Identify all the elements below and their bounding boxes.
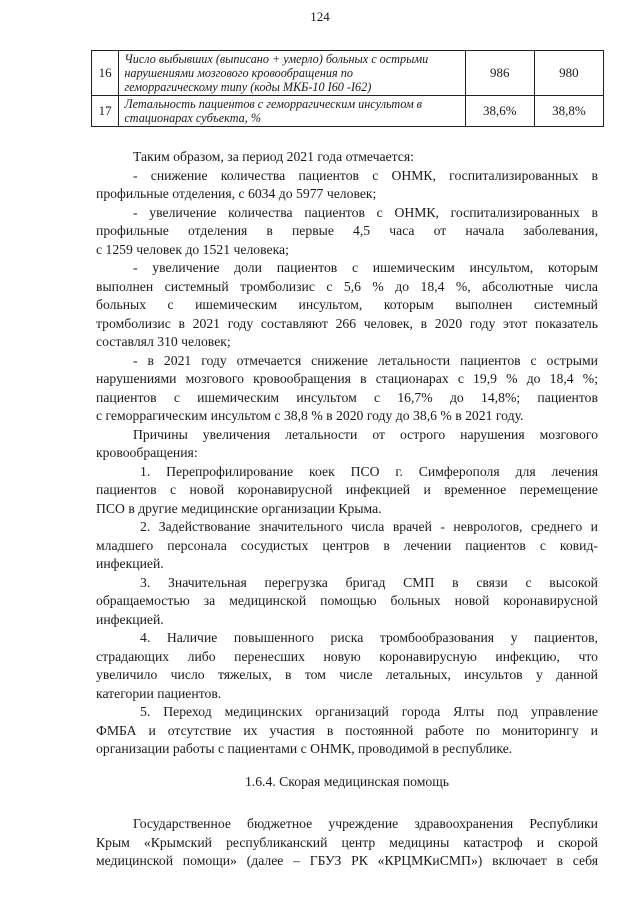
paragraph-line: - снижение количества пациентов с ОНМК, госпитализированных в — [133, 167, 598, 183]
paragraph-line: кровообращения: — [96, 445, 198, 460]
row-value-2021: 980 — [534, 51, 603, 96]
paragraph-line: 4. Наличие повышенного риска тромбообразования у пациентов, — [140, 630, 598, 645]
paragraph-line: Государственное бюджетное учреждение здравоохранения Республики — [133, 816, 598, 831]
paragraph-line: страдающих либо перенесших новую коронавирусную инфекцию, что — [96, 648, 598, 664]
paragraph-line: - увеличение количества пациентов с ОНМК, госпитализированных в — [133, 204, 598, 220]
row-description-line: геморрагическому типу (коды МКБ-10 I60 -I62) — [124, 80, 372, 94]
paragraph-line: инфекцией. — [96, 611, 164, 627]
row-value-2020: 38,6% — [465, 96, 534, 127]
paragraph-line: ПСО в другие медицинские организации Крыма. — [96, 500, 382, 516]
row-description — [119, 96, 465, 127]
paragraph-line: с 1259 человек до 1521 человека; — [96, 241, 289, 257]
paragraph-line: с геморрагическим инсультом с 38,8 % в 2020 году до 38,6 % в 2021 году. — [96, 408, 524, 423]
paragraph-line: организации работы с пациентами с ОНМК, проводимой в республике. — [96, 741, 513, 756]
paragraph-line: профильные отделения, с 6034 до 5977 человек; — [96, 186, 377, 201]
paragraph-line: обращаемостью за медицинской помощью больных новой коронавирусной — [96, 593, 598, 608]
paragraph-line: - в 2021 году отмечается снижение летальности пациентов с острыми — [133, 352, 598, 368]
row-value-2020: 986 — [465, 51, 534, 96]
paragraph-line: Крым «Крымский республиканский центр медицины катастроф и скорой — [96, 834, 598, 850]
paragraph-line: 1. Перепрофилирование коек ПСО г. Симферополя для лечения — [140, 463, 598, 479]
paragraph-line: 2. Задействование значительного числа врачей - неврологов, среднего и — [140, 519, 598, 534]
table-row — [92, 51, 604, 96]
paragraph-line: пациентов с новой коронавирусной инфекцией и временное перемещение — [96, 482, 598, 497]
paragraph-line: младшего персонала сосудистых центров в лечении пациентов с ковид- — [96, 537, 598, 553]
paragraph-line: ФМБА и отсутствие их участия в постоянной работе по мониторингу и — [96, 722, 598, 738]
paragraph-line: инфекцией. — [96, 556, 164, 571]
row-description — [119, 51, 465, 96]
table-row — [92, 96, 604, 127]
row-number: 17 — [92, 96, 119, 127]
paragraph-line: медицинской помощи» (далее – ГБУЗ РК «КРЦМКиСМП») включает в себя — [96, 853, 598, 868]
row-description-line: Летальность пациентов с геморрагическим инсультом в — [124, 97, 422, 111]
paragraph-line: профильные отделения в первые 4,5 часа от начала заболевания, — [96, 223, 598, 238]
paragraph-line: 5. Переход медицинских организаций города Ялты под управление — [140, 704, 598, 719]
paragraph-line: нарушениями мозгового кровообращения в стационарах с 19,9 % до 18,4 %; — [96, 371, 598, 386]
paragraph-line: больных с ишемическим инсультом, которым выполнен системный — [96, 297, 598, 312]
paragraph-line: категории пациентов. — [96, 685, 222, 701]
row-value-2021: 38,8% — [534, 96, 603, 127]
row-description-line: Число выбывших (выписано + умерло) больных с острыми — [124, 52, 429, 66]
section-heading: 1.6.4. Скорая медицинская помощь — [244, 773, 450, 789]
paragraph-line: - увеличение доли пациентов с ишемическим инсультом, которым — [133, 260, 598, 275]
paragraph-line: увеличило число тяжелых, в том числе летальных, инсультов у данной — [96, 667, 598, 682]
paragraph-line: пациентов с ишемическим инсультом с 16,7% до 14,8%; пациентов — [96, 389, 598, 405]
paragraph-line: выполнен системный тромболизис с 5,6 % до 18,4 %, абсолютные числа — [96, 278, 598, 294]
paragraph-line: тромболизис в 2021 году составляют 266 человек, в 2020 году этот показатель — [96, 315, 598, 331]
paragraph-line: Причины увеличения летальности от острого нарушения мозгового — [133, 426, 598, 442]
page-number: 124 — [310, 9, 330, 24]
statistics-table — [91, 50, 604, 127]
row-description-line: нарушениями мозгового кровообращения по — [124, 66, 353, 80]
body-text — [96, 148, 598, 871]
paragraph-line: составлял 310 человек; — [96, 334, 231, 349]
paragraph-line: Таким образом, за период 2021 года отмечается: — [133, 149, 414, 164]
row-number: 16 — [92, 51, 119, 96]
row-description-line: стационарах субъекта, % — [124, 111, 261, 125]
paragraph-line: 3. Значительная перегрузка бригад СМП в связи с высокой — [140, 574, 598, 590]
